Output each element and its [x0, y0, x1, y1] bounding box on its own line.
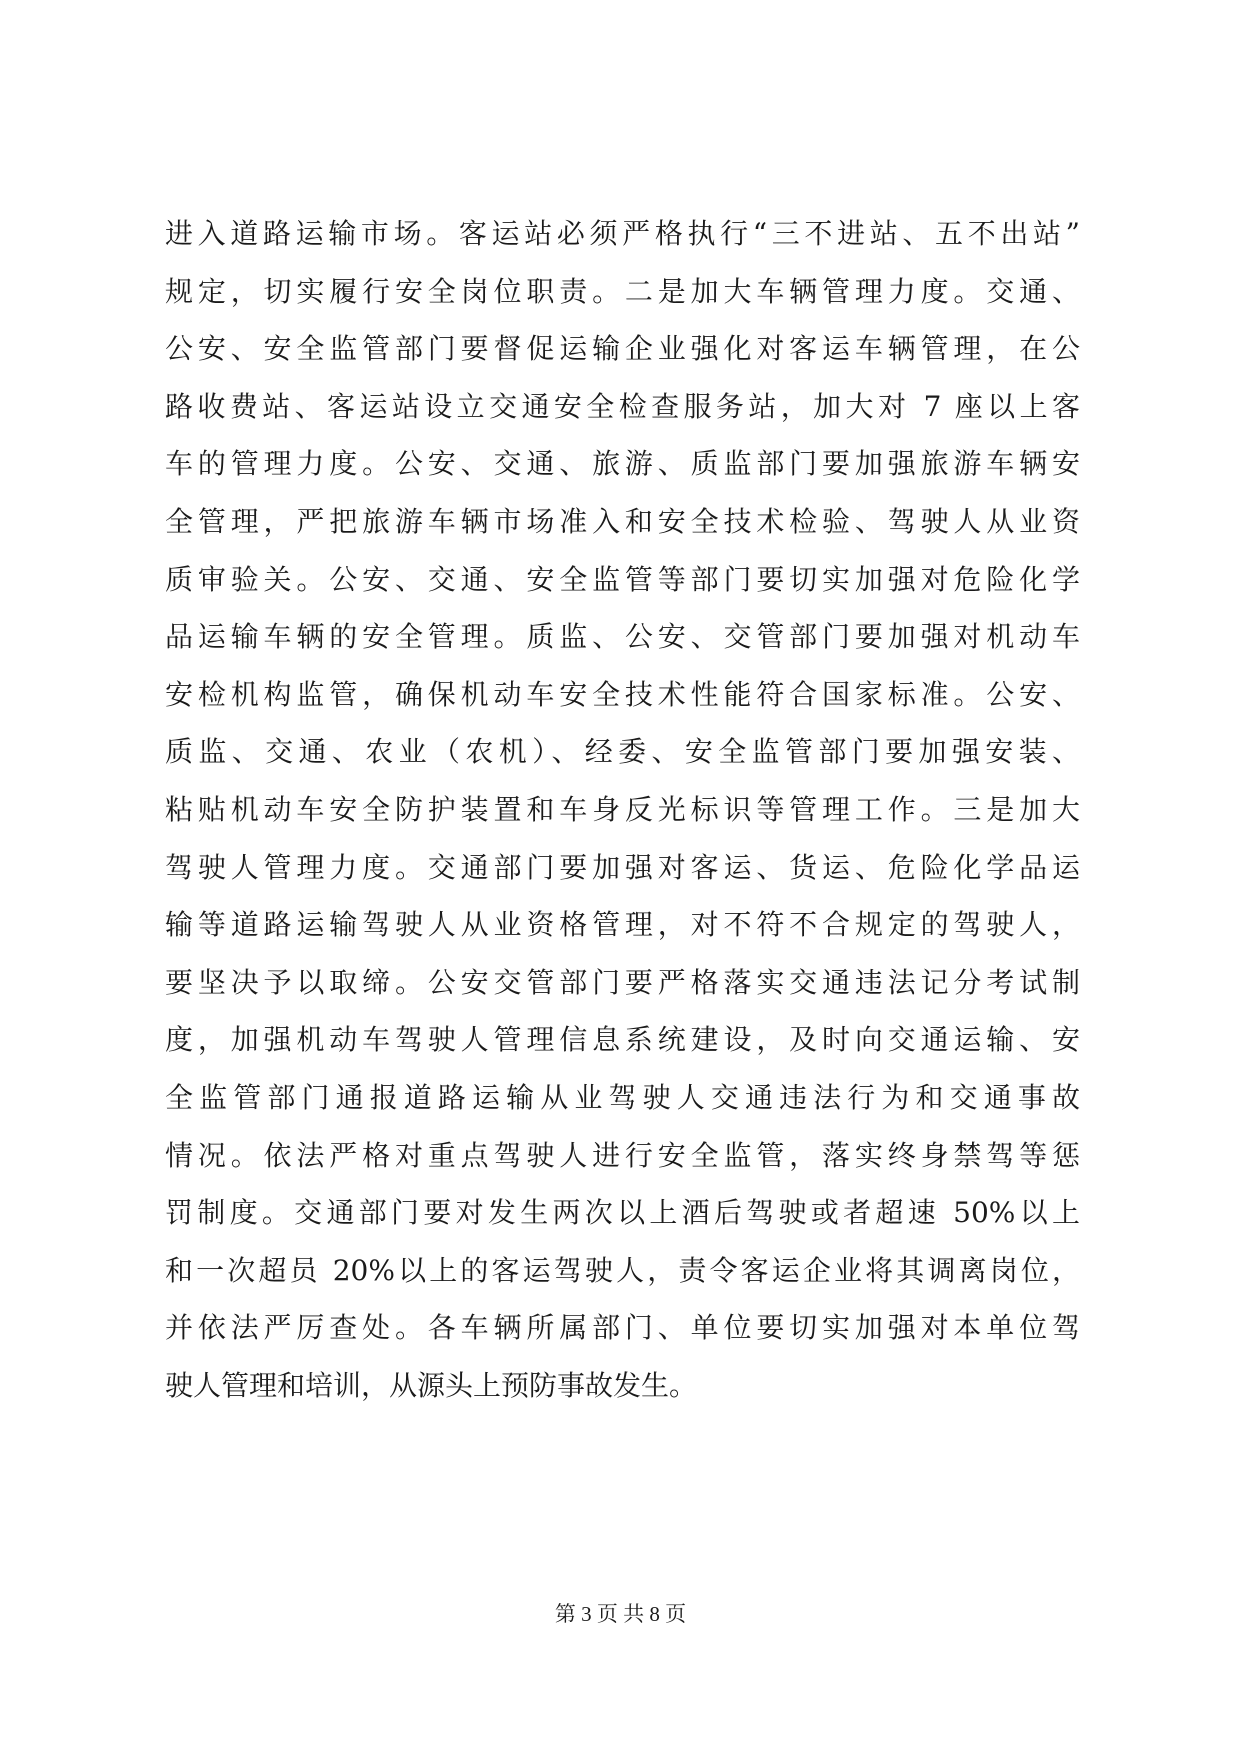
text-line-15: 度，加强机动车驾驶人管理信息系统建设，及时向交通运输、安	[165, 1023, 1080, 1057]
text-line-1: 进入道路运输市场。客运站必须严格执行“三不进站、五不出站”	[165, 217, 1080, 250]
text-line-7: 质审验关。公安、交通、安全监管等部门要切实加强对危险化学	[165, 562, 1080, 596]
text-line-21: 驶人管理和培训，从源头上预防事故发生。	[165, 1368, 698, 1402]
body-paragraph	[165, 205, 1080, 1414]
text-line-16: 全监管部门通报道路运输从业驾驶人交通违法行为和交通事故	[165, 1080, 1080, 1114]
text-line-3: 公安、安全监管部门要督促运输企业强化对客运车辆管理，在公	[165, 332, 1080, 366]
text-line-14: 要坚决予以取缔。公安交管部门要严格落实交通违法记分考试制	[165, 965, 1080, 999]
text-line-10: 质监、交通、农业（农机）、经委、安全监管部门要加强安装、	[165, 735, 1080, 769]
text-line-12: 驾驶人管理力度。交通部门要加强对客运、货运、危险化学品运	[165, 850, 1080, 884]
text-line-8: 品运输车辆的安全管理。质监、公安、交管部门要加强对机动车	[165, 620, 1080, 654]
text-line-11: 粘贴机动车安全防护装置和车身反光标识等管理工作。三是加大	[165, 792, 1080, 826]
text-line-20: 并依法严厉查处。各车辆所属部门、单位要切实加强对本单位驾	[165, 1311, 1080, 1345]
text-line-4: 路收费站、客运站设立交通安全检查服务站，加大对 7 座以上客	[165, 389, 1080, 423]
text-line-18: 罚制度。交通部门要对发生两次以上酒后驾驶或者超速 50%以上	[165, 1196, 1080, 1230]
page-number-footer: 第 3 页 共 8 页	[554, 1602, 687, 1626]
text-line-9: 安检机构监管，确保机动车安全技术性能符合国家标准。公安、	[165, 677, 1080, 711]
text-line-17: 情况。依法严格对重点驾驶人进行安全监管，落实终身禁驾等惩	[165, 1138, 1080, 1172]
text-line-6: 全管理，严把旅游车辆市场准入和安全技术检验、驾驶人从业资	[165, 504, 1080, 538]
text-line-5: 车的管理力度。公安、交通、旅游、质监部门要加强旅游车辆安	[165, 447, 1080, 481]
text-line-19: 和一次超员 20%以上的客运驾驶人，责令客运企业将其调离岗位，	[165, 1253, 1080, 1287]
text-line-2: 规定，切实履行安全岗位职责。二是加大车辆管理力度。交通、	[165, 274, 1080, 308]
text-line-13: 输等道路运输驾驶人从业资格管理，对不符不合规定的驾驶人，	[165, 908, 1080, 942]
